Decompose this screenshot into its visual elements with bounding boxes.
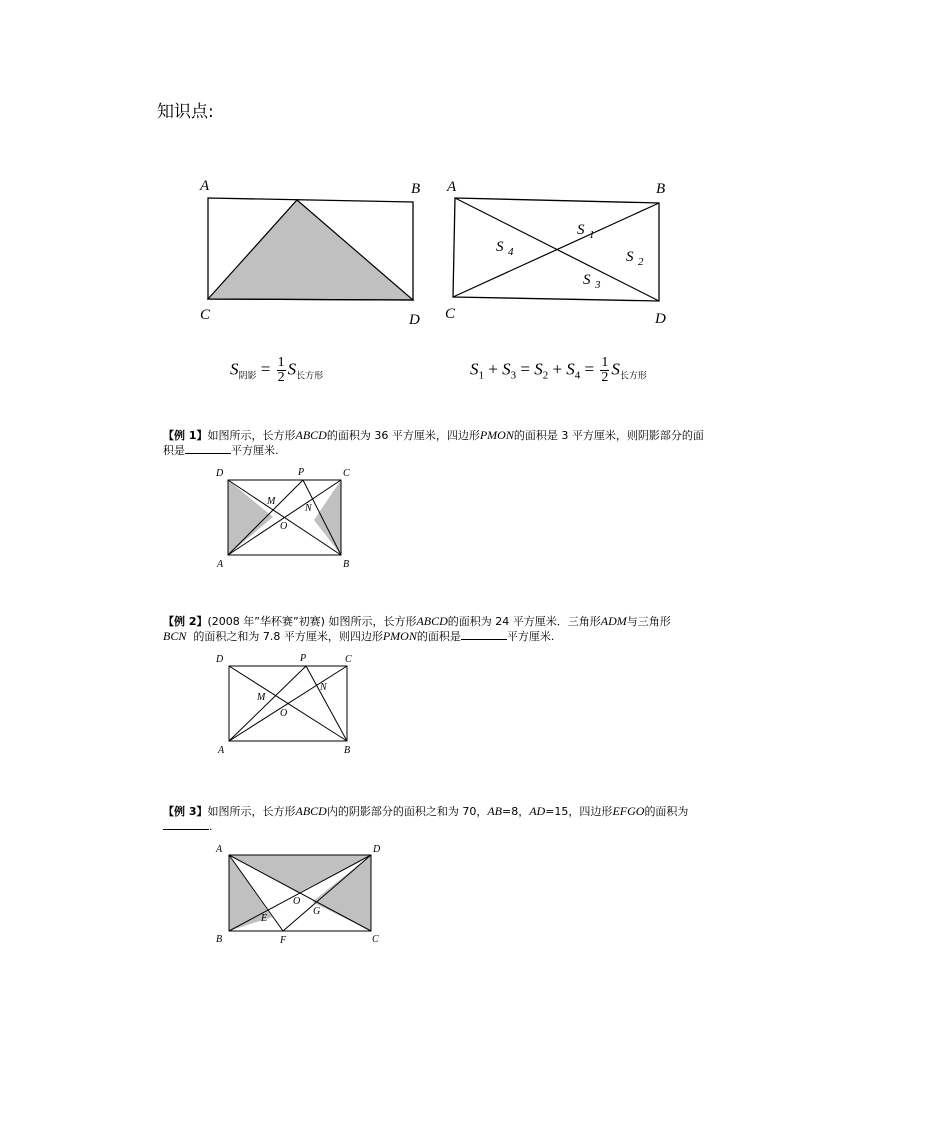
label-p: P bbox=[298, 467, 305, 478]
label-a: A bbox=[200, 178, 210, 194]
label-d: D bbox=[409, 312, 420, 328]
svg-text:S: S bbox=[496, 239, 504, 255]
region-s2 bbox=[626, 249, 644, 268]
segment-pb bbox=[306, 666, 347, 741]
label-c: C bbox=[372, 934, 379, 945]
label-f: F bbox=[280, 935, 287, 946]
label-b: B bbox=[344, 745, 351, 756]
label-n: N bbox=[320, 682, 327, 693]
label-b: B bbox=[343, 559, 350, 570]
label-m: M bbox=[257, 692, 266, 703]
example-3-text: 【例 3】如图所示，长方形ABCD内的阴影部分的面积之和为 70，AB=8，AD=15，四边形EFGO的面积为. bbox=[163, 804, 689, 833]
label-c: C bbox=[445, 306, 456, 322]
section-title: 知识点: bbox=[157, 102, 214, 122]
label-d: D bbox=[216, 468, 224, 479]
label-d: D bbox=[655, 311, 666, 327]
label-a: A bbox=[217, 559, 224, 570]
label-e: E bbox=[261, 913, 268, 924]
figure-example-3 bbox=[205, 840, 390, 950]
label-p: P bbox=[300, 653, 307, 664]
svg-text:S: S bbox=[583, 272, 591, 288]
label-b: B bbox=[411, 181, 421, 197]
svg-text:1: 1 bbox=[589, 229, 595, 241]
label-o: O bbox=[280, 708, 288, 719]
example-1-text: 【例 1】如图所示，长方形ABCD的面积为 36 平方厘米，四边形PMON的面积是 3 平方厘米，则阴影部分的面积是 平方厘米. bbox=[163, 428, 704, 457]
label-b: B bbox=[216, 934, 223, 945]
label-m: M bbox=[267, 496, 276, 507]
label-c: C bbox=[200, 307, 211, 323]
label-d: D bbox=[373, 844, 381, 855]
label-d: D bbox=[216, 654, 224, 665]
figure-example-1 bbox=[210, 463, 360, 573]
label-c: C bbox=[345, 654, 352, 665]
formula-shaded-area: $S_{阴影}$ = $\frac{1}{2}$ $S_{长方形}$ bbox=[230, 355, 324, 385]
figure-example-2 bbox=[210, 650, 360, 760]
figure-four-regions bbox=[440, 170, 680, 335]
example-2-text: 【例 2】(2008 年”华杯赛”初赛) 如图所示，长方形ABCD的面积为 24 平方厘米．三角形ADM与三角形BCN 的面积之和为 7.8 平方厘米，则四边形PMON的面积是 平方厘米. bbox=[163, 614, 671, 643]
region-s4 bbox=[496, 239, 514, 258]
label-a: A bbox=[216, 844, 223, 855]
shaded-left bbox=[228, 480, 273, 555]
answer-blank bbox=[185, 443, 231, 454]
shaded-triangle bbox=[208, 200, 413, 300]
label-g: G bbox=[313, 906, 321, 917]
label-a: A bbox=[447, 179, 457, 195]
svg-text:3: 3 bbox=[595, 279, 601, 291]
answer-blank bbox=[163, 819, 209, 830]
figure-shaded-triangle bbox=[190, 170, 440, 330]
svg-text:4: 4 bbox=[508, 246, 514, 258]
svg-text:S: S bbox=[577, 222, 585, 238]
svg-text:S: S bbox=[626, 249, 634, 265]
formula-region-sums: $S_1 + S_3 = S_2 + S_4$ = $\frac{1}{2}$ $S_{长方形}$ bbox=[470, 355, 647, 385]
segment-ap bbox=[229, 666, 306, 741]
region-s3 bbox=[583, 272, 601, 291]
label-o: O bbox=[280, 521, 288, 532]
label-c: C bbox=[343, 468, 350, 479]
label-b: B bbox=[656, 181, 666, 197]
label-n: N bbox=[305, 503, 312, 514]
label-a: A bbox=[218, 745, 225, 756]
label-o: O bbox=[293, 896, 301, 907]
shaded-right bbox=[314, 480, 341, 555]
answer-blank bbox=[461, 629, 507, 640]
svg-text:2: 2 bbox=[638, 256, 644, 268]
region-s1 bbox=[577, 222, 595, 241]
